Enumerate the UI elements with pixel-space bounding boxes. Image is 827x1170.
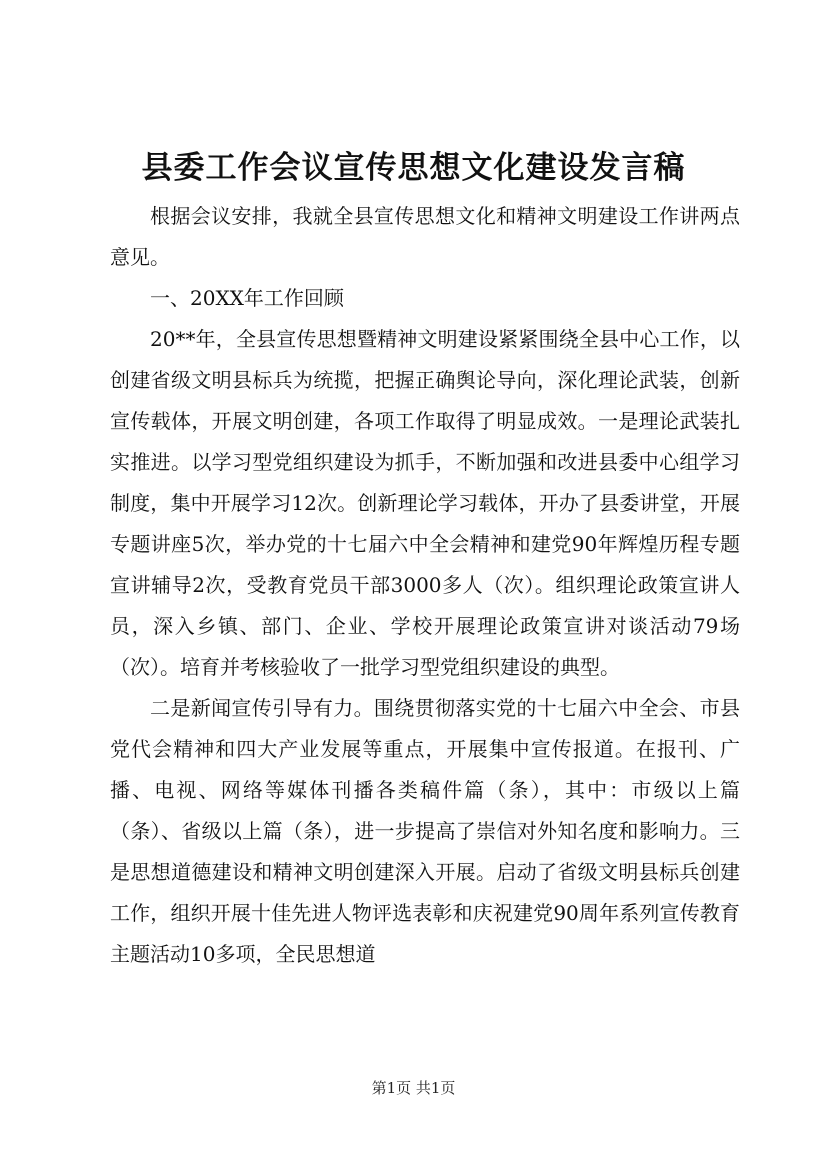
- paragraph-news: 二是新闻宣传引导有力。围绕贯彻落实党的十七届六中全会、市县党代会精神和四大产业发展等重点，开展集中宣传报道。在报刊、广播、电视、网络等媒体刊播各类稿件篇（条），其中：市级以上篇（条）、省级以上篇（条），进一步提高了崇信对外知名度和影响力。三是思想道德建设和精神文明创建深入开展。启动了省级文明县标兵创建工作，组织开展十佳先进人物评选表彰和庆祝建党90周年系列宣传教育主题活动10多项，全民思想道: [110, 696, 740, 966]
- document-body: [110, 196, 740, 975]
- paragraph-review: 20**年，全县宣传思想暨精神文明建设紧紧围绕全县中心工作，以创建省级文明县标兵为统揽，把握正确舆论导向，深化理论武装，创新宣传载体，开展文明创建，各项工作取得了明显成效。一是理论武装扎实推进。以学习型党组织建设为抓手，不断加强和改进县委中心组学习制度，集中开展学习12次。创新理论学习载体，开办了县委讲堂，开展专题讲座5次，举办党的十七届六中全会精神和建党90年辉煌历程专题宣讲辅导2次，受教育党员干部3000多人（次）。组织理论政策宣讲人员，深入乡镇、部门、企业、学校开展理论政策宣讲对谈活动79场（次）。培育并考核验收了一批学习型党组织建设的典型。: [110, 327, 740, 679]
- paragraph-intro: 根据会议安排，我就全县宣传思想文化和精神文明建设工作讲两点意见。: [110, 204, 740, 269]
- page-footer: 第1页 共1页: [371, 1079, 456, 1097]
- section-heading: 一、20XX年工作回顾: [150, 286, 344, 310]
- document-title: 县委工作会议宣传思想文化建设发言稿: [141, 150, 686, 186]
